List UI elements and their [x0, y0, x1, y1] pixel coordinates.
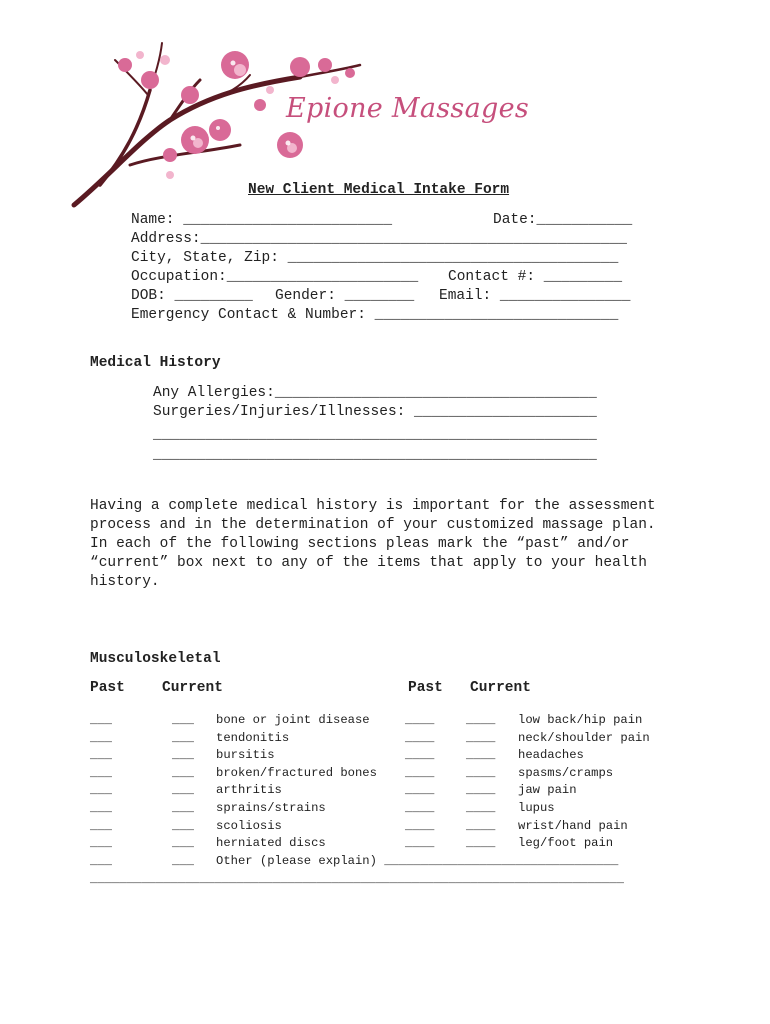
condition-label: lupus — [518, 801, 555, 815]
condition-label: tendonitis — [216, 730, 290, 745]
address-field[interactable]: Address:_________________________________________________ — [131, 231, 627, 247]
condition-label: broken/fractured bones — [216, 765, 377, 780]
allergies-field[interactable]: Any Allergies:_____________________________________ — [153, 385, 597, 401]
gender-field[interactable]: Gender: ________ — [275, 288, 415, 304]
history-blank-line[interactable]: ___________________________________________________ — [153, 427, 597, 443]
past-checkbox-blank[interactable]: ___ — [90, 730, 112, 745]
current-checkbox-blank[interactable]: ___ — [172, 713, 194, 727]
condition-label: low back/hip pain — [518, 713, 643, 727]
condition-label: arthritis — [216, 783, 282, 798]
current-checkbox-blank[interactable]: ___ — [172, 765, 194, 780]
condition-label: bursitis — [216, 748, 275, 763]
musculoskeletal-heading: Musculoskeletal — [90, 651, 221, 667]
past-checkbox-blank[interactable]: ____ — [405, 836, 435, 851]
email-field[interactable]: Email: _______________ — [439, 288, 631, 304]
column-header-current: Current — [470, 680, 531, 696]
condition-label: wrist/hand pain — [518, 818, 628, 833]
current-checkbox-blank[interactable]: ____ — [466, 713, 496, 727]
condition-label: herniated discs — [216, 836, 326, 851]
other-explain-line[interactable]: _________________________________________________________________________ — [90, 872, 624, 886]
history-blank-line[interactable]: ___________________________________________________ — [153, 447, 597, 463]
condition-label: scoliosis — [216, 818, 282, 833]
condition-label: spasms/cramps — [518, 765, 614, 780]
past-checkbox-blank[interactable]: ___ — [90, 818, 112, 833]
past-checkbox-blank[interactable]: ____ — [405, 748, 435, 763]
column-header-past: Past — [90, 680, 125, 696]
medical-history-heading: Medical History — [90, 355, 221, 371]
emergency-contact-field[interactable]: Emergency Contact & Number: ____________________________ — [131, 307, 619, 323]
current-checkbox-blank[interactable]: ___ — [172, 836, 194, 851]
form-title: New Client Medical Intake Form — [248, 182, 510, 198]
current-checkbox-blank[interactable]: ____ — [466, 783, 496, 798]
current-checkbox-blank[interactable]: ____ — [466, 730, 496, 745]
past-checkbox-blank[interactable]: ____ — [405, 783, 435, 798]
current-checkbox-blank[interactable]: ____ — [466, 765, 496, 780]
current-checkbox-blank[interactable]: ___ — [172, 783, 194, 798]
condition-label: bone or joint disease — [216, 713, 370, 727]
past-checkbox-blank[interactable]: ___ — [90, 801, 112, 815]
past-checkbox-blank[interactable]: ____ — [405, 713, 435, 727]
other-current-blank[interactable]: ___ — [172, 854, 194, 868]
condition-label: leg/foot pain — [518, 836, 614, 851]
past-checkbox-blank[interactable]: ___ — [90, 836, 112, 851]
date-field[interactable]: Date:___________ — [493, 212, 633, 228]
other-past-blank[interactable]: ___ — [90, 854, 112, 868]
other-explain-field[interactable]: Other (please explain) ________________________________ — [216, 854, 619, 868]
column-header-past: Past — [408, 680, 443, 696]
condition-label: headaches — [518, 748, 584, 763]
current-checkbox-blank[interactable]: ___ — [172, 748, 194, 763]
column-header-current: Current — [162, 680, 223, 696]
city-state-zip-field[interactable]: City, State, Zip: ______________________________________ — [131, 250, 619, 266]
current-checkbox-blank[interactable]: ___ — [172, 801, 194, 815]
intro-paragraph: Having a complete medical history is important for the assessment process and in the determination of your customized massage plan. In each of the following sections pleas mark the “past” and/or “current” box next to any of the items that apply to your health history. — [90, 498, 656, 590]
brand-name: Epione Massages — [286, 93, 530, 124]
occupation-field[interactable]: Occupation:______________________ — [131, 269, 419, 285]
current-checkbox-blank[interactable]: ____ — [466, 748, 496, 763]
current-checkbox-blank[interactable]: ___ — [172, 730, 194, 745]
current-checkbox-blank[interactable]: ___ — [172, 818, 194, 833]
condition-label: neck/shoulder pain — [518, 730, 650, 745]
past-checkbox-blank[interactable]: ____ — [405, 765, 435, 780]
past-checkbox-blank[interactable]: ___ — [90, 713, 112, 727]
dob-field[interactable]: DOB: _________ — [131, 288, 253, 304]
current-checkbox-blank[interactable]: ____ — [466, 836, 496, 851]
current-checkbox-blank[interactable]: ____ — [466, 801, 496, 815]
past-checkbox-blank[interactable]: ___ — [90, 783, 112, 798]
surgeries-field[interactable]: Surgeries/Injuries/Illnesses: _____________________ — [153, 404, 597, 420]
contact-number-field[interactable]: Contact #: _________ — [448, 269, 623, 285]
current-checkbox-blank[interactable]: ____ — [466, 818, 496, 833]
past-checkbox-blank[interactable]: ____ — [405, 730, 435, 745]
past-checkbox-blank[interactable]: ____ — [405, 818, 435, 833]
name-field[interactable]: Name: ________________________ — [131, 212, 393, 228]
past-checkbox-blank[interactable]: ___ — [90, 748, 112, 763]
condition-label: sprains/strains — [216, 801, 326, 815]
condition-label: jaw pain — [518, 783, 577, 798]
past-checkbox-blank[interactable]: ___ — [90, 765, 112, 780]
past-checkbox-blank[interactable]: ____ — [405, 801, 435, 815]
